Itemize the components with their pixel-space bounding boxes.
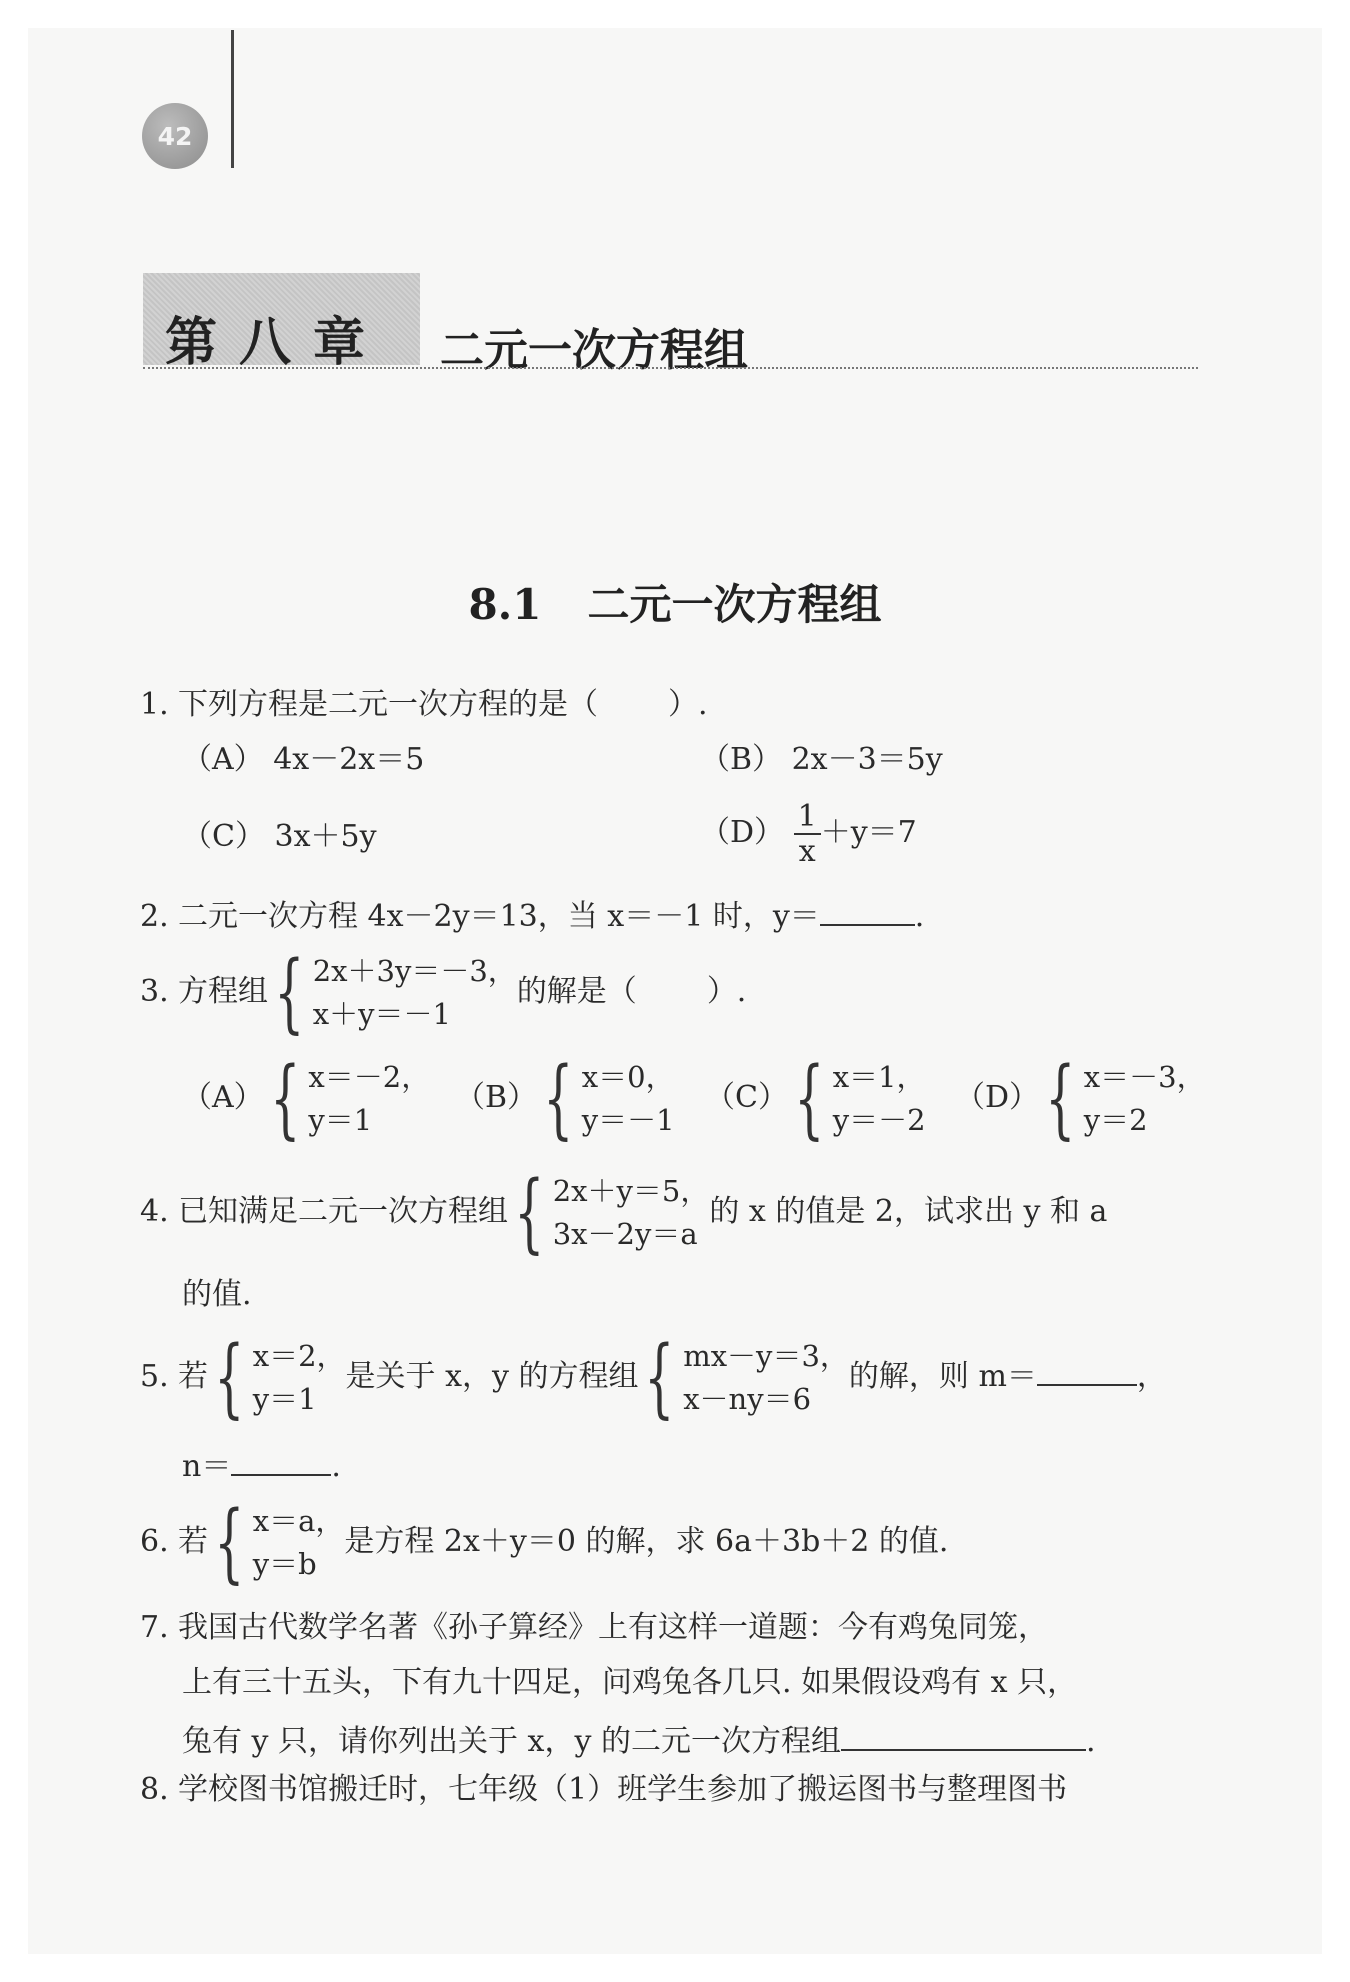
- section-title: 二元一次方程组: [587, 580, 882, 629]
- q5-cont-end: .: [331, 1449, 341, 1484]
- q3-option-b-row2: y＝－1: [581, 1103, 675, 1137]
- q7-answer-blank[interactable]: [841, 1723, 1086, 1751]
- q1-stem-text: 下列方程是二元一次方程的是（: [178, 687, 598, 722]
- q3-option-a-row2: y＝1: [308, 1103, 373, 1137]
- q1-option-c-label: （C）: [182, 819, 265, 854]
- q1-stem: [140, 687, 708, 722]
- q3-option-c-system: [788, 1049, 926, 1149]
- q5-post: 的解，则 m＝: [848, 1359, 1037, 1394]
- q3-option-d-row1: x＝－3，: [1083, 1060, 1206, 1094]
- q1-option-c-text: 3x＋5y: [274, 819, 377, 854]
- q1-option-d-text: ＋y＝7: [820, 815, 917, 850]
- q1-option-b-text: 2x－3＝5y: [791, 742, 943, 777]
- q5-equation-system: [638, 1328, 849, 1428]
- q1-stem-end: ）.: [668, 687, 708, 722]
- brace-icon: {: [644, 1328, 675, 1428]
- q3-option-a[interactable]: [182, 1049, 431, 1149]
- chapter-rule: [143, 367, 1198, 369]
- q3-option-a-row1: x＝－2，: [308, 1060, 431, 1094]
- q1-option-b-label: （B）: [700, 742, 783, 777]
- q2-answer-blank[interactable]: [820, 898, 915, 926]
- q1-option-a[interactable]: [182, 742, 425, 777]
- brace-icon: {: [794, 1049, 825, 1149]
- q1-option-b[interactable]: [700, 742, 943, 777]
- page-number: 42: [142, 103, 208, 169]
- q3-option-c-row1: x＝1，: [832, 1060, 926, 1094]
- q7-line3: [182, 1723, 1096, 1757]
- q8-line1-text: 学校图书馆搬迁时，七年级（1）班学生参加了搬运图书与整理图书: [178, 1772, 1068, 1807]
- brace-icon: {: [514, 1163, 545, 1263]
- q3-equation-system: [268, 943, 517, 1043]
- brace-icon: {: [1045, 1049, 1076, 1149]
- q3-option-d-system: [1039, 1049, 1206, 1149]
- q5-solution-system: [208, 1328, 346, 1428]
- q3-post: 的解是（: [516, 974, 637, 1009]
- q4-stem: [140, 1163, 1108, 1263]
- q6-pre: 若: [178, 1524, 208, 1559]
- q3-number: 3.: [140, 974, 169, 1009]
- q6-post: 是方程 2x＋y＝0 的解，求 6a＋3b＋2 的值.: [344, 1524, 949, 1559]
- q2-end: .: [914, 899, 925, 934]
- q5-n-blank[interactable]: [231, 1448, 331, 1476]
- q3-option-c-row2: y＝－2: [832, 1103, 926, 1137]
- q5-m-blank[interactable]: [1037, 1358, 1137, 1386]
- q3-post-end: ）.: [706, 974, 747, 1009]
- q3-equation-2: x＋y＝－1: [312, 997, 451, 1031]
- q6-solution-system: [208, 1493, 345, 1593]
- q7-line3-text: 兔有 y 只，请你列出关于 x，y 的二元一次方程组: [182, 1724, 841, 1759]
- q1-fraction-denominator: x: [798, 834, 816, 869]
- q2-number: 2.: [140, 899, 169, 934]
- q3-option-d-label: （D）: [955, 1080, 1040, 1115]
- q1-number: 1.: [140, 687, 169, 722]
- brace-icon: {: [214, 1328, 245, 1428]
- section-heading: [0, 572, 1350, 632]
- brace-icon: {: [274, 943, 305, 1043]
- q5-solution-row2: y＝1: [252, 1382, 317, 1416]
- q4-equation-system: [508, 1163, 710, 1263]
- q5-comma: ，: [1136, 1359, 1167, 1394]
- q6-solution-row2: y＝b: [252, 1547, 317, 1581]
- q4-post: 的 x 的值是 2，试求出 y 和 a: [709, 1194, 1108, 1229]
- q1-fraction-numerator: 1: [794, 800, 821, 835]
- q1-option-d-fraction: [794, 800, 821, 868]
- q3-option-b-system: [537, 1049, 675, 1149]
- section-number: 8.1: [468, 580, 542, 629]
- q6-number: 6.: [140, 1524, 169, 1559]
- q5-number: 5.: [140, 1359, 169, 1394]
- q5-equation-2: x－ny＝6: [683, 1382, 812, 1416]
- q1-option-d-label: （D）: [700, 815, 785, 850]
- q5-solution-row1: x＝2，: [252, 1339, 346, 1373]
- q3-option-b-label: （B）: [455, 1080, 538, 1115]
- q7-end: .: [1085, 1724, 1096, 1759]
- q4-number: 4.: [140, 1194, 169, 1229]
- q3-option-b-row1: x＝0，: [581, 1060, 675, 1094]
- q7-line2: 上有三十五头，下有九十四足，问鸡兔各几只. 如果假设鸡有 x 只，: [182, 1665, 1078, 1700]
- q2-text: 二元一次方程 4x－2y＝13，当 x＝－1 时，y＝: [178, 899, 820, 934]
- q5-pre: 若: [178, 1359, 208, 1394]
- q3-option-c[interactable]: [705, 1049, 926, 1149]
- q3-stem: [140, 943, 747, 1043]
- q4-equation-1: 2x＋y＝5，: [552, 1174, 710, 1208]
- q7-number: 7.: [140, 1610, 169, 1645]
- q1-option-a-label: （A）: [182, 742, 264, 777]
- q1-option-c[interactable]: [182, 819, 377, 854]
- q5-continuation: [182, 1448, 341, 1482]
- q4-equation-2: 3x－2y＝a: [552, 1217, 698, 1251]
- q4-continuation: 的值.: [182, 1277, 252, 1312]
- q3-option-a-label: （A）: [182, 1080, 264, 1115]
- q3-option-c-label: （C）: [705, 1080, 788, 1115]
- q1-option-a-text: 4x－2x＝5: [273, 742, 425, 777]
- header-divider: [231, 30, 234, 168]
- q5-stem: [140, 1328, 1167, 1428]
- q5-equation-1: mx－y＝3，: [683, 1339, 849, 1373]
- brace-icon: {: [269, 1049, 301, 1149]
- q3-equation-1: 2x＋3y＝－3，: [312, 954, 517, 988]
- q4-pre: 已知满足二元一次方程组: [178, 1194, 508, 1229]
- q8-number: 8.: [140, 1772, 169, 1807]
- q6: [140, 1493, 949, 1593]
- q3-option-a-system: [264, 1049, 431, 1149]
- q6-solution-row1: x＝a，: [252, 1504, 345, 1538]
- q8-line1: [140, 1772, 1068, 1807]
- q1-option-d[interactable]: [700, 800, 917, 868]
- chapter-label: 第八章: [165, 313, 388, 373]
- q7-line1-text: 我国古代数学名著《孙子算经》上有这样一道题：今有鸡兔同笼，: [178, 1610, 1048, 1645]
- q5-cont: n＝: [182, 1449, 232, 1484]
- chapter-title: 二元一次方程组: [440, 325, 748, 376]
- brace-icon: {: [543, 1049, 574, 1149]
- q2: [140, 898, 924, 932]
- q7-line1: [140, 1610, 1048, 1645]
- brace-icon: {: [214, 1493, 245, 1593]
- q3-option-d[interactable]: [955, 1049, 1206, 1149]
- q5-mid: 是关于 x，y 的方程组: [345, 1359, 639, 1394]
- q3-option-b[interactable]: [455, 1049, 675, 1149]
- q3-option-d-row2: y＝2: [1083, 1103, 1148, 1137]
- q3-pre: 方程组: [178, 974, 268, 1009]
